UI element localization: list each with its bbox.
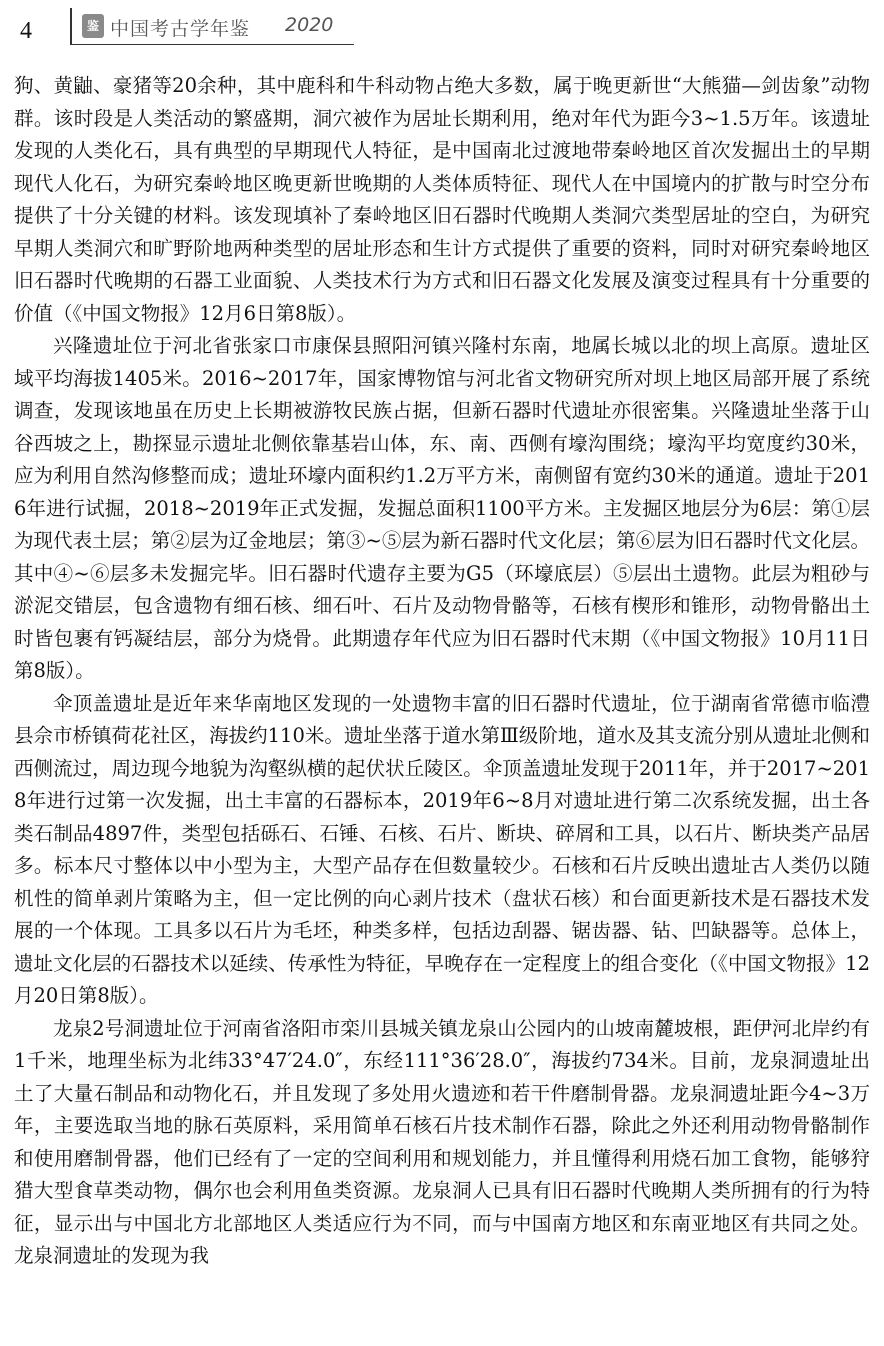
paragraph-xinglong-site: 兴隆遗址位于河北省张家口市康保县照阳河镇兴隆村东南，地属长城以北的坝上高原。遗址区域平均海拔1405米。2016~2017年，国家博物馆与河北省文物研究所对坝上地区局部开展了系统调查，发现该地虽在历史上长期被游牧民族占据，但新石器时代遗址亦很密集。兴隆遗址坐落于山谷西坡之上，勘探显示遗址北侧依靠基岩山体，东、南、西侧有壕沟围绕；壕沟平均宽度约30米，应为利用自然沟修整而成；遗址环壕内面积约1.2万平方米，南侧留有宽约30米的通道。遗址于2016年进行试掘，2018~2019年正式发掘，发掘总面积1100平方米。主发掘区地层分为6层：第①层为现代表土层；第②层为辽金地层；第③~⑤层为新石器时代文化层；第⑥层为旧石器时代文化层。其中④~⑥层多未发掘完毕。旧石器时代遗存主要为G5（环壕底层）⑤层出土遗物。此层为粗砂与淤泥交错层，包含遗物有细石核、细石叶、石片及动物骨骼等，石核有楔形和锥形，动物骨骼出土时皆包裹有钙凝结层，部分为烧骨。此期遗存年代应为旧石器时代末期（《中国文物报》10月11日第8版）。 xyxy=(14,334,870,682)
journal-year: 2020 xyxy=(285,14,334,36)
article-body xyxy=(14,70,870,1273)
header-rule xyxy=(70,44,354,45)
header-divider xyxy=(70,8,72,44)
paragraph-continued: 狗、黄鼬、豪猪等20余种，其中鹿科和牛科动物占绝大多数，属于晚更新世“大熊猫—剑齿象”动物群。该时段是人类活动的繁盛期，洞穴被作为居址长期利用，绝对年代为距今3~1.5万年。该遗址发现的人类化石，具有典型的早期现代人特征，是中国南北过渡地带秦岭地区首次发掘出土的早期现代人化石，为研究秦岭地区晚更新世晚期的人类体质特征、现代人在中国境内的扩散与时空分布提供了十分关键的材料。该发现填补了秦岭地区旧石器时代晚期人类洞穴类型居址的空白，为研究早期人类洞穴和旷野阶地两种类型的居址形态和生计方式提供了重要的资料，同时对研究秦岭地区旧石器时代晚期的石器工业面貌、人类技术行为方式和旧石器文化发展及演变过程具有十分重要的价值（《中国文物报》12月6日第8版）。 xyxy=(14,74,870,325)
yearbook-logo-icon: 鉴 xyxy=(82,14,104,38)
page-number: 4 xyxy=(20,18,32,44)
page-header xyxy=(0,0,884,56)
paragraph-longquan-cave: 龙泉2号洞遗址位于河南省洛阳市栾川县城关镇龙泉山公园内的山坡南麓坡根，距伊河北岸约有1千米，地理坐标为北纬33°47′24.0″，东经111°36′28.0″，海拔约734米。目前，龙泉洞遗址出土了大量石制品和动物化石，并且发现了多处用火遗迹和若干件磨制骨器。龙泉洞遗址距今4~3万年，主要选取当地的脉石英原料，采用简单石核石片技术制作石器，除此之外还利用动物骨骼制作和使用磨制骨器，他们已经有了一定的空间利用和规划能力，并且懂得利用烧石加工食物，能够狩猎大型食草类动物，偶尔也会利用鱼类资源。龙泉洞人已具有旧石器时代晚期人类所拥有的行为特征，显示出与中国北方北部地区人类适应行为不同，而与中国南方地区和东南亚地区有共同之处。龙泉洞遗址的发现为我 xyxy=(14,1016,870,1267)
paragraph-sandinggai-site: 伞顶盖遗址是近年来华南地区发现的一处遗物丰富的旧石器时代遗址，位于湖南省常德市临澧县佘市桥镇荷花社区，海拔约110米。遗址坐落于道水第Ⅲ级阶地，道水及其支流分别从遗址北侧和西侧流过，周边现今地貌为沟壑纵横的起伏状丘陵区。伞顶盖遗址发现于2011年，并于2017~2018年进行过第一次发掘，出土丰富的石器标本，2019年6~8月对遗址进行第二次系统发掘，出土各类石制品4897件，类型包括砾石、石锤、石核、石片、断块、碎屑和工具，以石片、断块类产品居多。标本尺寸整体以中小型为主，大型产品存在但数量较少。石核和石片反映出遗址古人类仍以随机性的简单剥片策略为主，但一定比例的向心剥片技术（盘状石核）和台面更新技术是石器技术发展的一个体现。工具多以石片为毛坯，种类多样，包括边刮器、锯齿器、钻、凹缺器等。总体上，遗址文化层的石器技术以延续、传承性为特征，早晚存在一定程度上的组合变化（《中国文物报》12月20日第8版）。 xyxy=(14,691,870,1007)
journal-title: 中国考古学年鉴 xyxy=(110,18,251,40)
